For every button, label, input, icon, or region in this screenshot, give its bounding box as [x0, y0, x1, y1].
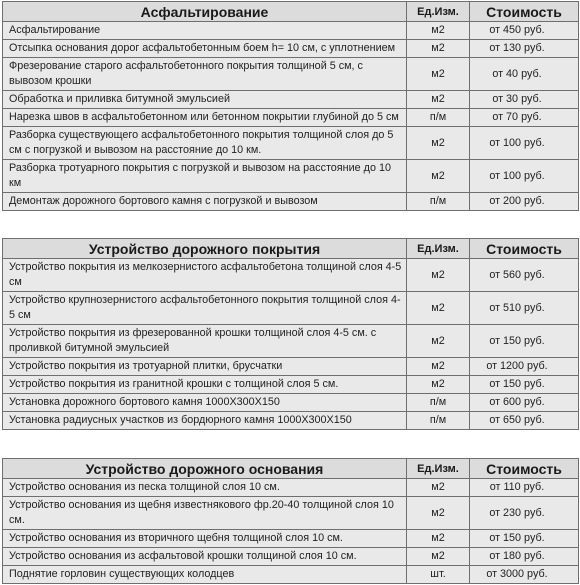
- unit-column-header: Ед.Изм.: [407, 459, 470, 479]
- service-name: Устройство покрытия из гранитной крошки с толщиной слоя 5 см.: [3, 376, 407, 394]
- price-column-header: Стоимость: [470, 2, 579, 22]
- section-title: Асфальтирование: [3, 2, 407, 22]
- table-row: [3, 259, 579, 292]
- unit-cell: м2: [407, 91, 470, 109]
- unit-cell: п/м: [407, 193, 470, 211]
- table-row: [3, 530, 579, 548]
- service-name: Нарезка швов в асфальтобетонном или бетонном покрытии глубиной до 5 см: [3, 109, 407, 127]
- price-cell: от 450 руб.: [470, 22, 579, 40]
- service-name: Демонтаж дорожного бортового камня с погрузкой и вывозом: [3, 193, 407, 211]
- unit-cell: п/м: [407, 109, 470, 127]
- service-name: Установка радиусных участков из бордюрного камня 1000Х300Х150: [3, 412, 407, 430]
- unit-column-header: Ед.Изм.: [407, 2, 470, 22]
- price-cell: от 600 руб.: [470, 394, 579, 412]
- table-row: [3, 160, 579, 193]
- table-header-row: [3, 239, 579, 259]
- price-cell: от 150 руб.: [470, 325, 579, 358]
- table-row: [3, 91, 579, 109]
- table-row: [3, 109, 579, 127]
- price-cell: от 560 руб.: [470, 259, 579, 292]
- price-cell: от 110 руб.: [470, 479, 579, 497]
- price-table-road-base: [2, 458, 579, 584]
- price-cell: от 3000 руб.: [470, 566, 579, 584]
- price-column-header: Стоимость: [470, 239, 579, 259]
- service-name: Разборка существующего асфальтобетонного покрытия толщиной слоя до 5 см с погрузкой и вывозом на расстояние до 10 км.: [3, 127, 407, 160]
- unit-column-header: Ед.Изм.: [407, 239, 470, 259]
- price-cell: от 100 руб.: [470, 127, 579, 160]
- service-name: Устройство основания из щебня известнякового фр.20-40 толщиной слоя 10 см.: [3, 497, 407, 530]
- service-name: Асфальтирование: [3, 22, 407, 40]
- service-name: Разборка тротуарного покрытия с погрузкой и вывозом на расстояние до 10 км: [3, 160, 407, 193]
- price-cell: от 150 руб.: [470, 530, 579, 548]
- service-name: Устройство покрытия из мелкозернистого асфальтобетона толщиной слоя 4-5 см: [3, 259, 407, 292]
- unit-cell: п/м: [407, 412, 470, 430]
- unit-cell: м2: [407, 58, 470, 91]
- price-cell: от 1200 руб.: [470, 358, 579, 376]
- table-row: [3, 58, 579, 91]
- service-name: Устройство крупнозернистого асфальтобетонного покрытия толщиной слоя 4-5 см: [3, 292, 407, 325]
- table-row: [3, 394, 579, 412]
- table-row: [3, 127, 579, 160]
- table-row: [3, 479, 579, 497]
- table-row: [3, 292, 579, 325]
- price-cell: от 100 руб.: [470, 160, 579, 193]
- table-row: [3, 548, 579, 566]
- price-cell: от 30 руб.: [470, 91, 579, 109]
- table-row: [3, 497, 579, 530]
- service-name: Устройство покрытия из тротуарной плитки, брусчатки: [3, 358, 407, 376]
- table-row: [3, 325, 579, 358]
- table-row: [3, 40, 579, 58]
- unit-cell: м2: [407, 160, 470, 193]
- price-cell: от 650 руб.: [470, 412, 579, 430]
- service-name: Установка дорожного бортового камня 1000Х300Х150: [3, 394, 407, 412]
- unit-cell: м2: [407, 259, 470, 292]
- service-name: Устройство основания из песка толщиной слоя 10 см.: [3, 479, 407, 497]
- table-row: [3, 412, 579, 430]
- table-row: [3, 22, 579, 40]
- table-row: [3, 566, 579, 584]
- unit-cell: м2: [407, 548, 470, 566]
- section-title: Устройство дорожного покрытия: [3, 239, 407, 259]
- service-name: Поднятие горловин существующих колодцев: [3, 566, 407, 584]
- price-cell: от 200 руб.: [470, 193, 579, 211]
- unit-cell: м2: [407, 497, 470, 530]
- unit-cell: м2: [407, 325, 470, 358]
- section-title: Устройство дорожного основания: [3, 459, 407, 479]
- service-name: Фрезерование старого асфальтобетонного покрытия толщиной 5 см, с вывозом крошки: [3, 58, 407, 91]
- unit-cell: п/м: [407, 394, 470, 412]
- service-name: Отсыпка основания дорог асфальтобетонным боем h= 10 см, с уплотнением: [3, 40, 407, 58]
- unit-cell: шт.: [407, 566, 470, 584]
- unit-cell: м2: [407, 358, 470, 376]
- price-cell: от 70 руб.: [470, 109, 579, 127]
- table-row: [3, 193, 579, 211]
- unit-cell: м2: [407, 40, 470, 58]
- table-header-row: [3, 459, 579, 479]
- price-cell: от 130 руб.: [470, 40, 579, 58]
- price-cell: от 180 руб.: [470, 548, 579, 566]
- unit-cell: м2: [407, 376, 470, 394]
- price-table-asphalting: [2, 1, 579, 211]
- unit-cell: м2: [407, 530, 470, 548]
- price-cell: от 230 руб.: [470, 497, 579, 530]
- table-row: [3, 358, 579, 376]
- table-header-row: [3, 2, 579, 22]
- service-name: Обработка и приливка битумной эмульсией: [3, 91, 407, 109]
- price-cell: от 150 руб.: [470, 376, 579, 394]
- price-table-road-surface: [2, 238, 579, 430]
- price-column-header: Стоимость: [470, 459, 579, 479]
- service-name: Устройство покрытия из фрезерованной крошки толщиной слоя 4-5 см. с проливкой битумной эмульсией: [3, 325, 407, 358]
- unit-cell: м2: [407, 127, 470, 160]
- price-cell: от 510 руб.: [470, 292, 579, 325]
- unit-cell: м2: [407, 292, 470, 325]
- price-cell: от 40 руб.: [470, 58, 579, 91]
- table-row: [3, 376, 579, 394]
- unit-cell: м2: [407, 22, 470, 40]
- service-name: Устройство основания из асфальтовой крошки толщиной слоя 10 см.: [3, 548, 407, 566]
- unit-cell: м2: [407, 479, 470, 497]
- service-name: Устройство основания из вторичного щебня толщиной слоя 10 см.: [3, 530, 407, 548]
